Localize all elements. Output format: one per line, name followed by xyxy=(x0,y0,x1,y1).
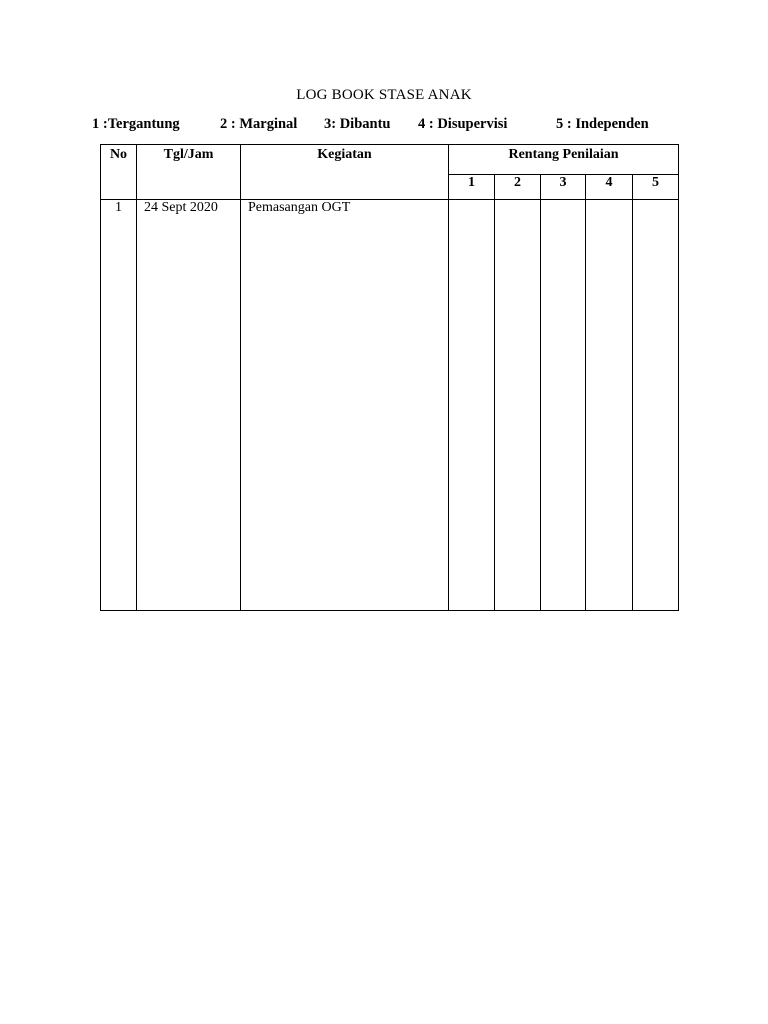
header-rentang-penilaian: Rentang Penilaian xyxy=(449,145,679,175)
header-score-5: 5 xyxy=(633,175,679,200)
cell-score-1 xyxy=(449,200,495,611)
cell-score-3 xyxy=(541,200,586,611)
log-book-table xyxy=(100,144,679,611)
cell-score-4 xyxy=(586,200,633,611)
header-score-1: 1 xyxy=(449,175,495,200)
header-kegiatan: Kegiatan xyxy=(241,145,449,200)
legend-item-5: 5 : Independen xyxy=(556,116,649,132)
legend-item-4: 4 : Disupervisi xyxy=(418,116,508,132)
legend-item-3: 3: Dibantu xyxy=(324,116,391,132)
header-score-4: 4 xyxy=(586,175,633,200)
cell-score-2 xyxy=(495,200,541,611)
cell-tgl-jam: 24 Sept 2020 xyxy=(137,200,241,611)
legend-item-2: 2 : Marginal xyxy=(220,116,298,132)
header-no: No xyxy=(101,145,137,200)
page-title: LOG BOOK STASE ANAK xyxy=(296,87,472,103)
cell-score-5 xyxy=(633,200,679,611)
cell-kegiatan: Pemasangan OGT xyxy=(241,200,449,611)
legend-item-1: 1 :Tergantung xyxy=(92,116,180,132)
header-tgl-jam: Tgl/Jam xyxy=(137,145,241,200)
cell-no: 1 xyxy=(101,200,137,611)
header-score-3: 3 xyxy=(541,175,586,200)
header-score-2: 2 xyxy=(495,175,541,200)
table-row xyxy=(101,200,679,611)
